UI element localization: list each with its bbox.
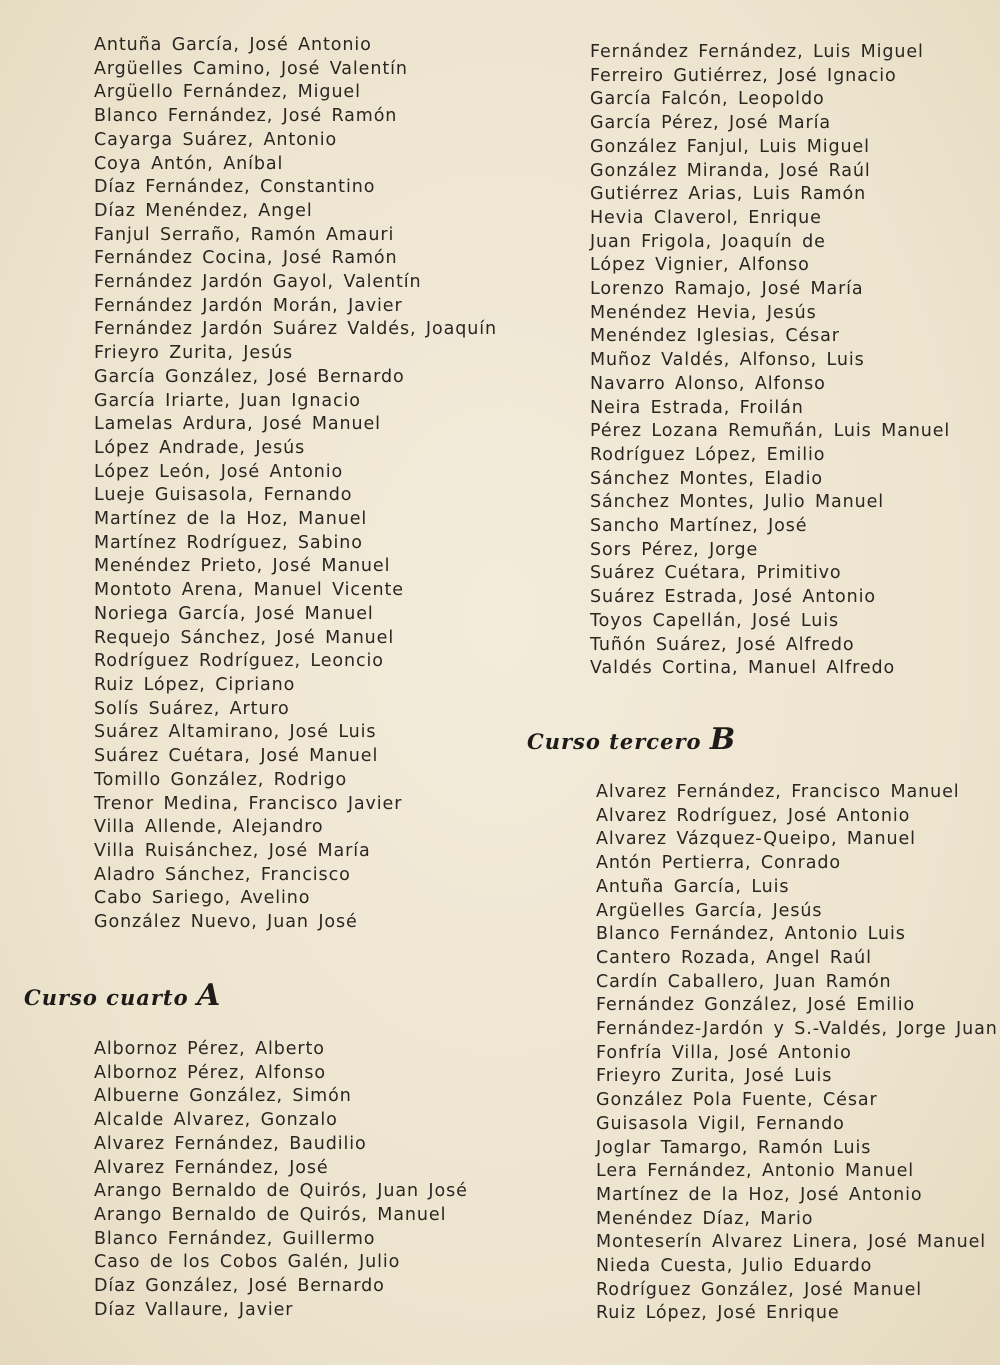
student-name: Navarro Alonso, Alfonso xyxy=(590,373,826,394)
student-name: Fernández Fernández, Luis Miguel xyxy=(590,42,924,62)
student-name: Albuerne González, Simón xyxy=(94,1086,352,1107)
student-name: Fonfría Villa, José Antonio xyxy=(596,1042,852,1063)
student-name: Lera Fernández, Antonio Manuel xyxy=(596,1161,915,1182)
student-name: García Falcón, Leopoldo xyxy=(590,89,825,110)
student-name: Trenor Medina, Francisco Javier xyxy=(94,793,403,814)
student-name: Lorenzo Ramajo, José María xyxy=(590,279,864,300)
student-name: Muñoz Valdés, Alfonso, Luis xyxy=(590,350,865,371)
student-name: Albornoz Pérez, Alfonso xyxy=(94,1062,326,1083)
student-name: López Vignier, Alfonso xyxy=(590,255,810,276)
right-column-list xyxy=(590,41,990,681)
student-name: Fernández González, José Emilio xyxy=(596,995,916,1016)
left-column-list xyxy=(94,34,514,935)
student-name: Ferreiro Gutiérrez, José Ignacio xyxy=(590,65,897,86)
student-name: Antuña García, José Antonio xyxy=(94,35,372,55)
student-name: Rodríguez Rodríguez, Leoncio xyxy=(94,651,384,672)
student-name: Nieda Cuesta, Julio Eduardo xyxy=(596,1256,873,1277)
student-name: Sancho Martínez, José xyxy=(590,516,808,537)
student-name: Joglar Tamargo, Ramón Luis xyxy=(596,1137,872,1158)
student-name: Alvarez Fernández, Francisco Manuel xyxy=(596,782,960,802)
student-name: Alvarez Fernández, Baudilio xyxy=(94,1133,367,1154)
student-name: Neira Estrada, Froilán xyxy=(590,397,804,418)
student-name: López León, José Antonio xyxy=(94,461,344,482)
student-name: Alvarez Rodríguez, José Antonio xyxy=(596,805,911,826)
student-name: Cardín Caballero, Juan Ramón xyxy=(596,971,892,992)
student-name: Rodríguez González, José Manuel xyxy=(596,1279,923,1300)
student-name: Díaz Vallaure, Javier xyxy=(94,1299,294,1320)
student-name: Monteserín Alvarez Linera, José Manuel xyxy=(596,1232,987,1253)
student-name: Lamelas Ardura, José Manuel xyxy=(94,414,381,435)
student-name: García Iriarte, Juan Ignacio xyxy=(94,390,361,411)
student-name: Díaz Menéndez, Angel xyxy=(94,200,313,221)
student-name: Fanjul Serraño, Ramón Amauri xyxy=(94,224,395,245)
student-name: Alvarez Vázquez-Queipo, Manuel xyxy=(596,829,916,850)
student-name: Blanco Fernández, José Ramón xyxy=(94,106,398,127)
student-name: Valdés Cortina, Manuel Alfredo xyxy=(590,658,896,679)
student-name: Rodríguez López, Emilio xyxy=(590,444,826,465)
student-name: Martínez de la Hoz, Manuel xyxy=(94,509,368,530)
student-name: López Andrade, Jesús xyxy=(94,437,306,458)
student-name: Villa Allende, Alejandro xyxy=(94,817,324,838)
student-name: Alvarez Fernández, José xyxy=(94,1157,329,1178)
student-name: Suárez Cuétara, José Manuel xyxy=(94,746,379,767)
student-name: Fernández Jardón Gayol, Valentín xyxy=(94,272,422,293)
student-name: Ruiz López, Cipriano xyxy=(94,674,296,695)
student-name: Blanco Fernández, Antonio Luis xyxy=(596,924,906,945)
student-name: Menéndez Hevia, Jesús xyxy=(590,302,817,323)
student-name: Cayarga Suárez, Antonio xyxy=(94,129,338,150)
heading-letter: A xyxy=(196,978,222,1013)
student-name: Gutiérrez Arias, Luis Ramón xyxy=(590,184,867,205)
student-name: Coya Antón, Aníbal xyxy=(94,153,284,174)
student-name: Ruiz López, José Enrique xyxy=(596,1303,840,1324)
student-name: Fernández Cocina, José Ramón xyxy=(94,248,398,269)
student-name: Tuñón Suárez, José Alfredo xyxy=(590,634,855,655)
student-name: Fernández Jardón Suárez Valdés, Joaquín xyxy=(94,319,497,340)
student-name: Frieyro Zurita, Jesús xyxy=(94,343,294,364)
student-name: García Pérez, José María xyxy=(590,113,831,134)
student-name: Montoto Arena, Manuel Vicente xyxy=(94,580,404,601)
student-name: Alcalde Alvarez, Gonzalo xyxy=(94,1110,338,1131)
student-name: Antuña García, Luis xyxy=(596,876,790,897)
tercero-b-list xyxy=(596,781,998,1326)
student-name: Guisasola Vigil, Fernando xyxy=(596,1113,845,1134)
student-name: Arango Bernaldo de Quirós, Manuel xyxy=(94,1204,447,1225)
student-name: Cabo Sariego, Avelino xyxy=(94,888,311,909)
section-heading-tercero-b xyxy=(527,722,736,757)
student-name: Sánchez Montes, Julio Manuel xyxy=(590,492,884,513)
student-name: Tomillo González, Rodrigo xyxy=(94,769,348,790)
student-name: Villa Ruisánchez, José María xyxy=(94,840,371,861)
student-name: Fernández-Jardón y S.-Valdés, Jorge Juan xyxy=(596,1019,998,1040)
student-name: Sánchez Montes, Eladio xyxy=(590,468,824,489)
student-name: Fernández Jardón Morán, Javier xyxy=(94,295,403,316)
student-name: Aladro Sánchez, Francisco xyxy=(94,864,351,885)
student-name: Albornoz Pérez, Alberto xyxy=(94,1039,325,1059)
student-name: Antón Pertierra, Conrado xyxy=(596,853,841,874)
student-name: Menéndez Prieto, José Manuel xyxy=(94,556,391,577)
student-name: Menéndez Díaz, Mario xyxy=(596,1208,814,1229)
student-name: Menéndez Iglesias, César xyxy=(590,326,840,347)
student-name: Díaz González, José Bernardo xyxy=(94,1276,385,1297)
heading-text: Curso cuarto xyxy=(24,985,189,1010)
student-name: González Nuevo, Juan José xyxy=(94,912,358,933)
cuarto-a-list xyxy=(94,1038,468,1322)
student-list xyxy=(596,781,998,1326)
student-name: Díaz Fernández, Constantino xyxy=(94,177,376,198)
student-name: Hevia Claverol, Enrique xyxy=(590,207,822,228)
heading-text: Curso tercero xyxy=(527,729,702,754)
student-name: González Pola Fuente, César xyxy=(596,1090,878,1111)
student-name: Argüelles García, Jesús xyxy=(596,900,823,921)
heading-letter: B xyxy=(709,722,737,757)
student-name: Requejo Sánchez, José Manuel xyxy=(94,627,395,648)
section-heading-cuarto-a xyxy=(24,978,221,1013)
student-name: González Fanjul, Luis Miguel xyxy=(590,136,870,157)
student-name: Martínez de la Hoz, José Antonio xyxy=(596,1184,923,1205)
student-name: Suárez Estrada, José Antonio xyxy=(590,587,876,608)
student-name: Caso de los Cobos Galén, Julio xyxy=(94,1252,401,1273)
student-name: González Miranda, José Raúl xyxy=(590,160,871,181)
student-list xyxy=(94,34,514,935)
student-name: Suárez Altamirano, José Luis xyxy=(94,722,377,743)
student-name: Argüelles Camino, José Valentín xyxy=(94,58,408,79)
student-list xyxy=(94,1038,468,1322)
student-name: Blanco Fernández, Guillermo xyxy=(94,1228,376,1249)
student-name: Juan Frigola, Joaquín de xyxy=(590,231,826,252)
student-list xyxy=(590,41,990,681)
student-name: García González, José Bernardo xyxy=(94,366,405,387)
student-name: Martínez Rodríguez, Sabino xyxy=(94,532,363,553)
student-name: Argüello Fernández, Miguel xyxy=(94,82,361,103)
student-name: Lueje Guisasola, Fernando xyxy=(94,485,353,506)
student-name: Solís Suárez, Arturo xyxy=(94,698,290,719)
student-name: Suárez Cuétara, Primitivo xyxy=(590,563,842,584)
student-name: Frieyro Zurita, José Luis xyxy=(596,1066,833,1087)
student-name: Noriega García, José Manuel xyxy=(94,603,374,624)
student-name: Cantero Rozada, Angel Raúl xyxy=(596,947,872,968)
student-name: Pérez Lozana Remuñán, Luis Manuel xyxy=(590,421,951,442)
student-name: Sors Pérez, Jorge xyxy=(590,539,759,560)
student-name: Arango Bernaldo de Quirós, Juan José xyxy=(94,1181,468,1202)
student-name: Toyos Capellán, José Luis xyxy=(590,610,839,631)
